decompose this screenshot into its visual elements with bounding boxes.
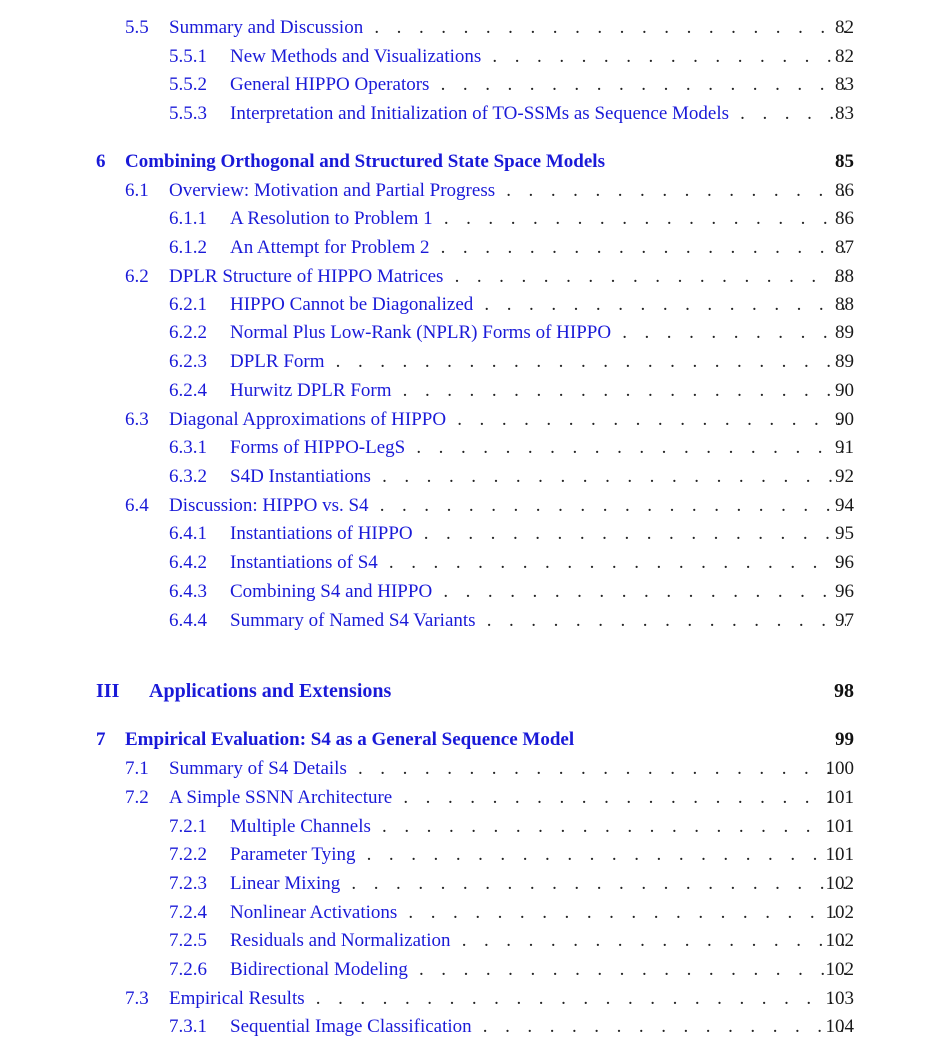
toc-entry-7-3-1[interactable] <box>0 1014 934 1040</box>
toc-title[interactable]: Applications and Extensions <box>149 680 392 702</box>
toc-chapter-7[interactable] <box>0 727 934 753</box>
toc-number: 6.4 <box>125 495 149 516</box>
toc-entry-6-3-1[interactable] <box>0 435 934 461</box>
toc-number: 7.2 <box>125 787 149 808</box>
toc-title[interactable]: Normal Plus Low-Rank (NPLR) Forms of HIPPO . . . <box>230 320 846 346</box>
toc-number: 7.2.5 <box>169 930 207 951</box>
toc-number: 7.3 <box>125 988 149 1009</box>
toc-title[interactable]: General HIPPO Operators . . . <box>230 72 846 98</box>
toc-number: 7 <box>96 729 106 750</box>
toc-entry-7-3[interactable] <box>0 986 934 1012</box>
toc-number: 6.2 <box>125 266 149 287</box>
toc-page: 88 <box>835 266 854 287</box>
toc-title[interactable]: DPLR Form . . . <box>230 349 846 375</box>
toc-page: 85 <box>835 151 854 172</box>
toc-title[interactable]: Empirical Evaluation: S4 as a General Sequence Model <box>125 729 575 750</box>
toc-number: 6.3.1 <box>169 437 207 458</box>
toc-title[interactable]: Combining S4 and HIPPO . . . <box>230 579 846 605</box>
toc-number: 6.2.1 <box>169 294 207 315</box>
toc-title[interactable]: Instantiations of S4 . . . <box>230 550 846 576</box>
toc-entry-6-1[interactable] <box>0 178 934 204</box>
toc-number: 7.2.4 <box>169 902 207 923</box>
toc-title[interactable]: Instantiations of HIPPO . . . <box>230 521 846 547</box>
toc-entry-6-2-3[interactable] <box>0 349 934 375</box>
toc-number: 7.3.1 <box>169 1016 207 1037</box>
toc-entry-6-2-1[interactable] <box>0 292 934 318</box>
toc-page: 94 <box>835 495 854 516</box>
toc-title[interactable]: S4D Instantiations . . . <box>230 464 846 490</box>
toc-entry-7-2-1[interactable] <box>0 814 934 840</box>
toc-page: 97 <box>835 610 854 631</box>
toc-page: 89 <box>835 322 854 343</box>
toc-entry-6-4-3[interactable] <box>0 579 934 605</box>
toc-entry-7-2-6[interactable] <box>0 957 934 983</box>
toc-page: 91 <box>835 437 854 458</box>
toc-page: 83 <box>835 74 854 95</box>
toc-number: 6.2.4 <box>169 380 207 401</box>
toc-number: 7.2.6 <box>169 959 207 980</box>
toc-page: 82 <box>835 17 854 38</box>
toc-number: 6.4.3 <box>169 581 207 602</box>
toc-entry-7-2-3[interactable] <box>0 871 934 897</box>
toc-entry-6-2[interactable] <box>0 264 934 290</box>
toc-title[interactable]: An Attempt for Problem 2 . . . <box>230 235 846 261</box>
toc-page: 92 <box>835 466 854 487</box>
toc-title[interactable]: Multiple Channels . . . <box>230 814 846 840</box>
toc-number: 7.1 <box>125 758 149 779</box>
toc-title[interactable]: Forms of HIPPO-LegS . . . <box>230 435 846 461</box>
toc-entry-7-2[interactable] <box>0 785 934 811</box>
toc-number: 6.3.2 <box>169 466 207 487</box>
toc-page: 100 <box>825 758 854 779</box>
toc-title[interactable]: Combining Orthogonal and Structured State Space Models <box>125 151 605 172</box>
toc-page: 96 <box>835 581 854 602</box>
toc-number: 6.4.1 <box>169 523 207 544</box>
toc-part-iii[interactable] <box>0 678 934 704</box>
toc-entry-6-1-1[interactable] <box>0 206 934 232</box>
toc-number: 7.2.1 <box>169 816 207 837</box>
toc-page: 101 <box>825 844 854 865</box>
toc-entry-7-2-5[interactable] <box>0 928 934 954</box>
toc-number: 6.2.2 <box>169 322 207 343</box>
toc-title[interactable]: Summary of S4 Details . . . <box>169 756 846 782</box>
toc-entry-6-3-2[interactable] <box>0 464 934 490</box>
toc-page: 90 <box>835 409 854 430</box>
toc-title[interactable]: Summary of Named S4 Variants . . . <box>230 608 846 634</box>
toc-number: 7.2.2 <box>169 844 207 865</box>
toc-page: 102 <box>825 959 854 980</box>
toc-page: 89 <box>835 351 854 372</box>
toc-number: 6 <box>96 151 106 172</box>
toc-entry-6-4-4[interactable] <box>0 608 934 634</box>
toc-page: 83 <box>835 103 854 124</box>
toc-title[interactable]: Diagonal Approximations of HIPPO . . . <box>169 407 846 433</box>
toc-number: III <box>96 680 120 702</box>
toc-entry-6-2-2[interactable] <box>0 320 934 346</box>
toc-number: 5.5 <box>125 17 149 38</box>
toc-page: 101 <box>825 816 854 837</box>
toc-page: 103 <box>825 988 854 1009</box>
toc-page: 104 <box>825 1016 854 1037</box>
toc-entry-6-4[interactable] <box>0 493 934 519</box>
toc-entry-6-4-1[interactable] <box>0 521 934 547</box>
toc-number: 6.1.1 <box>169 208 207 229</box>
toc-entry-5-5-3[interactable] <box>0 101 934 127</box>
toc-title[interactable]: Overview: Motivation and Partial Progress . . . <box>169 178 846 204</box>
toc-title[interactable]: Nonlinear Activations . . . <box>230 900 846 926</box>
toc-title[interactable]: Sequential Image Classification . . . <box>230 1014 846 1040</box>
toc-page: 90 <box>835 380 854 401</box>
toc-page: 102 <box>825 930 854 951</box>
toc-number: 6.4.2 <box>169 552 207 573</box>
toc-entry-6-3[interactable] <box>0 407 934 433</box>
toc-number: 7.2.3 <box>169 873 207 894</box>
toc-title[interactable]: Interpretation and Initialization of TO-SSMs as Sequence Models . . . <box>230 101 846 127</box>
toc-title[interactable]: Summary and Discussion . . . <box>169 15 846 41</box>
toc-entry-6-4-2[interactable] <box>0 550 934 576</box>
toc-title[interactable]: HIPPO Cannot be Diagonalized . . . <box>230 292 846 318</box>
toc-number: 6.2.3 <box>169 351 207 372</box>
toc-number: 6.1.2 <box>169 237 207 258</box>
toc-entry-5-5-1[interactable] <box>0 44 934 70</box>
toc-page: 102 <box>825 902 854 923</box>
toc-number: 5.5.2 <box>169 74 207 95</box>
toc-page: 99 <box>835 729 854 750</box>
toc-title[interactable]: DPLR Structure of HIPPO Matrices . . . <box>169 264 846 290</box>
toc-number: 5.5.1 <box>169 46 207 67</box>
toc-entry-5-5-2[interactable] <box>0 72 934 98</box>
toc-number: 6.1 <box>125 180 149 201</box>
toc-page: 101 <box>825 787 854 808</box>
toc-title[interactable]: Residuals and Normalization . . . <box>230 928 846 954</box>
toc-entry-5-5[interactable] <box>0 15 934 41</box>
toc-page: 88 <box>835 294 854 315</box>
toc-page: 86 <box>835 180 854 201</box>
toc-title[interactable]: Linear Mixing . . . <box>230 871 846 897</box>
toc-title[interactable]: A Simple SSNN Architecture . . . <box>169 785 846 811</box>
toc-title[interactable]: New Methods and Visualizations . . . <box>230 44 846 70</box>
toc-page: 98 <box>834 680 854 702</box>
toc-number: 5.5.3 <box>169 103 207 124</box>
toc-page: 82 <box>835 46 854 67</box>
toc-page: 86 <box>835 208 854 229</box>
toc-entry-6-2-4[interactable] <box>0 378 934 404</box>
toc-entry-6-1-2[interactable] <box>0 235 934 261</box>
toc-title[interactable]: A Resolution to Problem 1 . . . <box>230 206 846 232</box>
toc-entry-7-1[interactable] <box>0 756 934 782</box>
toc-entry-7-2-2[interactable] <box>0 842 934 868</box>
toc-number: 6.3 <box>125 409 149 430</box>
toc-title[interactable]: Hurwitz DPLR Form . . . <box>230 378 846 404</box>
toc-page: 96 <box>835 552 854 573</box>
toc-page: 87 <box>835 237 854 258</box>
toc-title[interactable]: Bidirectional Modeling . . . <box>230 957 846 983</box>
toc-chapter-6[interactable] <box>0 149 934 175</box>
toc-number: 6.4.4 <box>169 610 207 631</box>
toc-title[interactable]: Parameter Tying . . . <box>230 842 846 868</box>
toc-page: 95 <box>835 523 854 544</box>
toc-title[interactable]: Discussion: HIPPO vs. S4 . . . <box>169 493 846 519</box>
toc-page: 102 <box>825 873 854 894</box>
toc-title[interactable]: Empirical Results . . . <box>169 986 846 1012</box>
toc-entry-7-2-4[interactable] <box>0 900 934 926</box>
